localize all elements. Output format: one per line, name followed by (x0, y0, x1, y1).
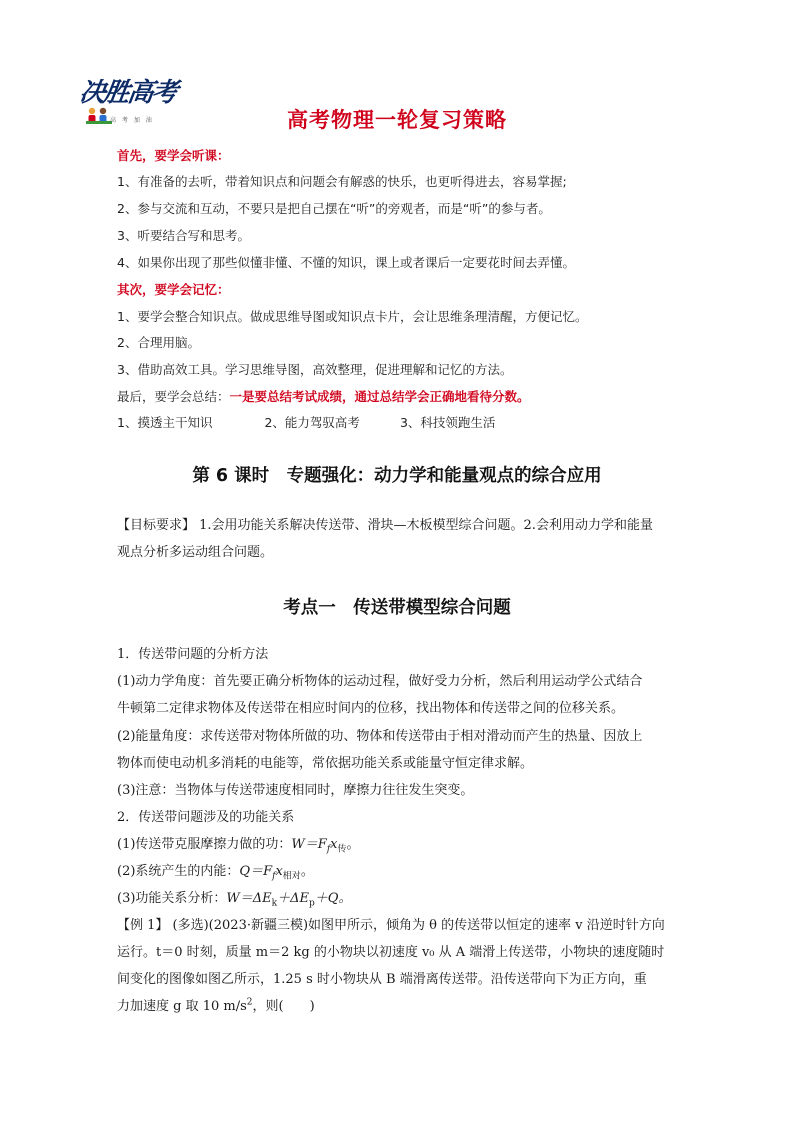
summary-line (117, 387, 530, 405)
summary-prefix: 最后，要学会总结： (117, 389, 230, 404)
section-heading-listen: 首先，要学会听课： (117, 148, 230, 163)
list-item: 3、听要结合写和思考。 (117, 228, 250, 243)
list-item: 1、要学会整合知识点。做成思维导图或知识点卡片，会让思维条理清醒，方便记忆。 (117, 309, 588, 324)
goals-row (117, 413, 495, 431)
formula-line: (2)系统产生的内能：$Q=F_fx_{相对}$。 (117, 864, 314, 882)
section-heading-memory: 其次，要学会记忆： (117, 282, 230, 297)
paragraph-line: 物体而使电动机多消耗的电能等，常依据功能关系或能量守恒定律求解。 (117, 756, 534, 771)
example-line: 运行。t＝0 时刻，质量 m＝2 kg 的小物块以初速度 v₀ 从 A 端滑上传送带，小物块的速度随时 (117, 945, 665, 960)
logo-text: 决胜高考 (77, 78, 178, 108)
list-item: 2、合理用脑。 (117, 335, 200, 350)
goal-item: 3、科技领跑生活 (399, 415, 496, 430)
subheading: 2．传送带问题涉及的功能关系 (117, 810, 295, 825)
lesson-title: 第 6 课时 专题强化：动力学和能量观点的综合应用 (192, 466, 602, 486)
list-item: 2、参与交流和互动，不要只是把自己摆在“听”的旁观者，而是“听”的参与者。 (117, 201, 551, 216)
example-line: 间变化的图像如图乙所示，1.25 s 时小物块从 B 端滑离传送带。沿传送带向下为正方向，重 (117, 972, 647, 987)
objective-line: 【目标要求】 1.会用功能关系解决传送带、滑块—木板模型综合问题。2.会利用动力学和能量 (117, 518, 653, 533)
goal-item: 1、摸透主干知识 (117, 415, 213, 430)
formula-line: (1)传送带克服摩擦力做的功：$W=F_fx_传$。 (117, 837, 360, 855)
subheading: 1．传送带问题的分析方法 (117, 647, 269, 662)
paragraph-line: (3)注意：当物体与传送带速度相同时，摩擦力往往发生突变。 (117, 783, 474, 798)
logo-subtext: 高 考 加 油 (110, 117, 154, 124)
section-title: 考点一 传送带模型综合问题 (283, 598, 511, 618)
paragraph-line: (1)动力学角度：首先要正确分析物体的运动过程，做好受力分析，然后利用运动学公式结合 (117, 674, 643, 689)
paragraph-line: 牛顿第二定律求物体及传送带在相应时间内的位移，找出物体和传送带之间的位移关系。 (117, 701, 625, 716)
page-title: 高考物理一轮复习策略 (287, 108, 507, 132)
list-item: 3、借助高效工具。学习思维导图，高效整理，促进理解和记忆的方法。 (117, 362, 513, 377)
formula-line: (3)功能关系分析：$W=\Delta E_k+\Delta E_p+Q$。 (117, 891, 352, 909)
summary-highlight: 一是要总结考试成绩，通过总结学会正确地看待分数。 (229, 389, 530, 404)
goal-item: 2、能力驾驭高考 (264, 415, 360, 430)
example-line: 力加速度 g 取 10 $m/s^2$，则( ) (117, 997, 315, 1014)
paragraph-line: (2)能量角度：求传送带对物体所做的功、物体和传送带由于相对滑动而产生的热量、因放上 (117, 729, 643, 744)
example-line: 【例 1】 (多选)(2023·新疆三模)如图甲所示，倾角为 θ 的传送带以恒定的速率 v 沿逆时针方向 (117, 918, 665, 933)
list-item: 4、如果你出现了那些似懂非懂、不懂的知识，课上或者课后一定要花时间去弄懂。 (117, 255, 575, 270)
objective-line: 观点分析多运动组合问题。 (117, 545, 274, 560)
list-item: 1、有准备的去听，带着知识点和问题会有解惑的快乐，也更听得进去，容易掌握; (117, 174, 567, 189)
